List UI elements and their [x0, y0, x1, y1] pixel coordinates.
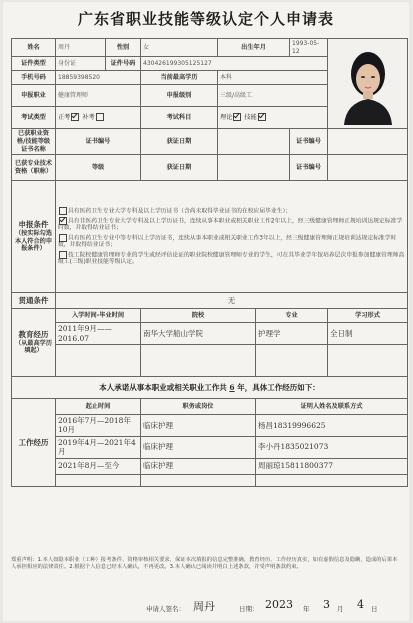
exam-skill-checkbox[interactable] — [258, 113, 266, 121]
label-cert-no-a: 证书编号 — [56, 129, 141, 155]
label-occupation: 申报职业 — [12, 85, 56, 107]
exam-normal-label: 正考 — [58, 114, 71, 122]
edu-col-period: 入学时间-毕业时间 — [56, 309, 141, 323]
condition-item: 技工院校健康管理师专业的学生或经评估论证的职业院校健康管理师专业的学生，可在其毕业学年按培养层次申报参加健康管理师高级工(三级)职业技能等级认定。 — [58, 252, 405, 266]
label-held-pro: 已获专业技术资格（职称） — [12, 155, 56, 181]
date-year: 2023 — [265, 598, 293, 611]
photo-portrait — [328, 39, 408, 125]
label-level-b: 等级 — [56, 155, 141, 181]
work-years: 6 — [229, 382, 235, 392]
date-year-unit: 年 — [303, 605, 310, 613]
conditions-title: 申报条件 — [18, 220, 49, 230]
edu-note: （从最高学历填起） — [14, 339, 53, 355]
work-row-1-role: 临床护理 — [141, 415, 256, 437]
form-title: 广东省职业技能等级认定个人申请表 — [77, 10, 334, 28]
edu-row-school: 南华大学船山学院 — [141, 323, 256, 345]
work-row-1-ref: 杨昌18319996625 — [256, 415, 408, 437]
value-cert-no-c — [328, 155, 408, 181]
date-day: 4 — [357, 598, 364, 611]
major-value: 无 — [56, 293, 408, 309]
work-row-3-ref: 周丽琼15811800377 — [256, 458, 408, 474]
value-level: 三级/高级工 — [218, 85, 328, 107]
edu-row-major: 护理学 — [256, 323, 328, 345]
edu-empty-cell — [141, 345, 256, 377]
conditions-list — [56, 181, 408, 293]
exam-theory-checkbox[interactable] — [233, 113, 241, 121]
label-gender: 性别 — [106, 39, 141, 57]
conditions-note: （按实际勾选本人符合的申报条件） — [14, 229, 53, 253]
application-form — [3, 2, 409, 621]
work-header: 工作经历 — [12, 399, 56, 487]
work-col-ref: 证明人姓名及联系方式 — [256, 399, 408, 415]
exam-retake-label: 补考 — [82, 114, 95, 122]
work-row-3-role: 临床护理 — [141, 458, 256, 474]
label-id-no: 证件号码 — [106, 57, 141, 71]
exam-normal-checkbox[interactable] — [71, 113, 79, 121]
label-cert-no-c: 证书编号 — [290, 155, 328, 181]
label-name: 姓名 — [12, 39, 56, 57]
value-birth: 1993-05-12 — [290, 39, 328, 57]
work-col-period: 起止时间 — [56, 399, 141, 415]
value-issue-date-a — [218, 129, 290, 155]
form-table — [11, 38, 408, 487]
date-day-unit: 日 — [371, 605, 378, 613]
value-id-type: 身份证 — [56, 57, 106, 71]
condition-item: 具有医药卫生专业中等专科以上学历证书，连续从事本职业或相关职业工作3年以上，经三级健康管理师正规培训达规定标准学时数，并取得结业证书； — [58, 235, 397, 249]
date-month-unit: 月 — [337, 605, 344, 613]
exam-theory-label: 理论 — [220, 114, 233, 122]
work-empty-cell — [141, 474, 256, 486]
value-gender: 女 — [141, 39, 218, 57]
exam-skill-label: 技能 — [244, 114, 257, 122]
conditions-header — [12, 181, 56, 293]
edu-empty-cell — [328, 345, 408, 377]
signature-name: 周丹 — [193, 600, 215, 613]
date-label: 日期： — [239, 605, 259, 613]
exam-subject-options — [218, 107, 328, 129]
work-empty-cell — [56, 474, 141, 486]
value-issue-date-b — [218, 155, 290, 181]
condition-3-checkbox[interactable] — [59, 234, 67, 242]
exam-type-options — [56, 107, 141, 129]
label-level: 申报级别 — [141, 85, 218, 107]
condition-4-checkbox[interactable] — [59, 251, 67, 259]
work-row-2-role: 临床护理 — [141, 436, 256, 458]
major-header: 贯通条件 — [12, 293, 56, 309]
edu-row-form: 全日制 — [328, 323, 408, 345]
work-row-3-period: 2021年8月—至今 — [56, 458, 141, 474]
edu-col-school: 院校 — [141, 309, 256, 323]
value-id-no: 430426199305125127 — [141, 57, 328, 71]
value-name: 周丹 — [56, 39, 106, 57]
edu-col-major: 专业 — [256, 309, 328, 323]
exam-retake-checkbox[interactable] — [96, 113, 104, 121]
label-id-type: 证件类型 — [12, 57, 56, 71]
work-summary-prefix: 本人承诺从事本职业或相关职业工作共 — [99, 382, 227, 392]
work-col-role: 职务或岗位 — [141, 399, 256, 415]
date-month: 3 — [323, 598, 330, 611]
condition-1-checkbox[interactable] — [59, 207, 67, 215]
value-phone: 18859398520 — [56, 71, 141, 85]
condition-item: 具有医药卫生专业大学专科及以上学历证书（含尚未取得毕业证书的在校应届毕业生）； — [58, 207, 405, 216]
edu-empty-cell — [256, 345, 328, 377]
edu-col-form: 学习形式 — [328, 309, 408, 323]
work-empty-cell — [256, 474, 408, 486]
signature-line — [11, 598, 401, 618]
value-edu: 本科 — [218, 71, 328, 85]
condition-item: 具有非医药卫生专业大学专科及以上学历证书，连续从事本职业或相关职业工作2年以上，经三级健康管理师正规培训达规定标准学时数，并取得结业证书； — [58, 218, 403, 232]
label-issue-date-a: 获证日期 — [141, 129, 218, 155]
value-cert-no-b — [328, 129, 408, 155]
label-cert-no-b: 证书编号 — [290, 129, 328, 155]
work-row-1-period: 2016年7月—2018年10月 — [56, 415, 141, 437]
work-row-2-ref: 李小丹1835021073 — [256, 436, 408, 458]
edu-title: 教育经历 — [18, 330, 49, 340]
value-occupation: 健康管理师 — [56, 85, 141, 107]
edu-header — [12, 309, 56, 377]
label-birth: 出生年月 — [218, 39, 290, 57]
declaration: 郑重声明：1.本人如隐本职业（工种）报考条件、资格审核相关要求，保证本次填报的信息完整准确，教育经历、工作经历真实，如有虚假信息及隐瞒，造成的后果本人承担相应的法律责任。2.根据个人信息已经本人确认，不再更改。3.本人确认已阅读并明白上述条款，并受声明条款约束。 — [11, 557, 398, 570]
work-row-2-period: 2019年4月—2021年4月 — [56, 436, 141, 458]
applicant-photo — [328, 39, 408, 129]
label-exam-subject: 考试科目 — [141, 107, 218, 129]
label-issue-date-b: 获证日期 — [141, 155, 218, 181]
signature-label: 申请人签名： — [146, 605, 185, 613]
label-exam-type: 考试类型 — [12, 107, 56, 129]
work-summary-suffix: 年，具体工作经历如下： — [237, 382, 320, 392]
edu-empty-cell — [56, 345, 141, 377]
condition-2-checkbox[interactable] — [59, 217, 67, 225]
label-held-cert: 已获职业资格/技能等级证书名称 — [12, 129, 56, 155]
label-phone: 手机号码 — [12, 71, 56, 85]
work-summary — [12, 377, 408, 399]
label-edu: 当前最高学历 — [141, 71, 218, 85]
edu-row-period: 2011年9月——2016.07 — [56, 323, 141, 345]
